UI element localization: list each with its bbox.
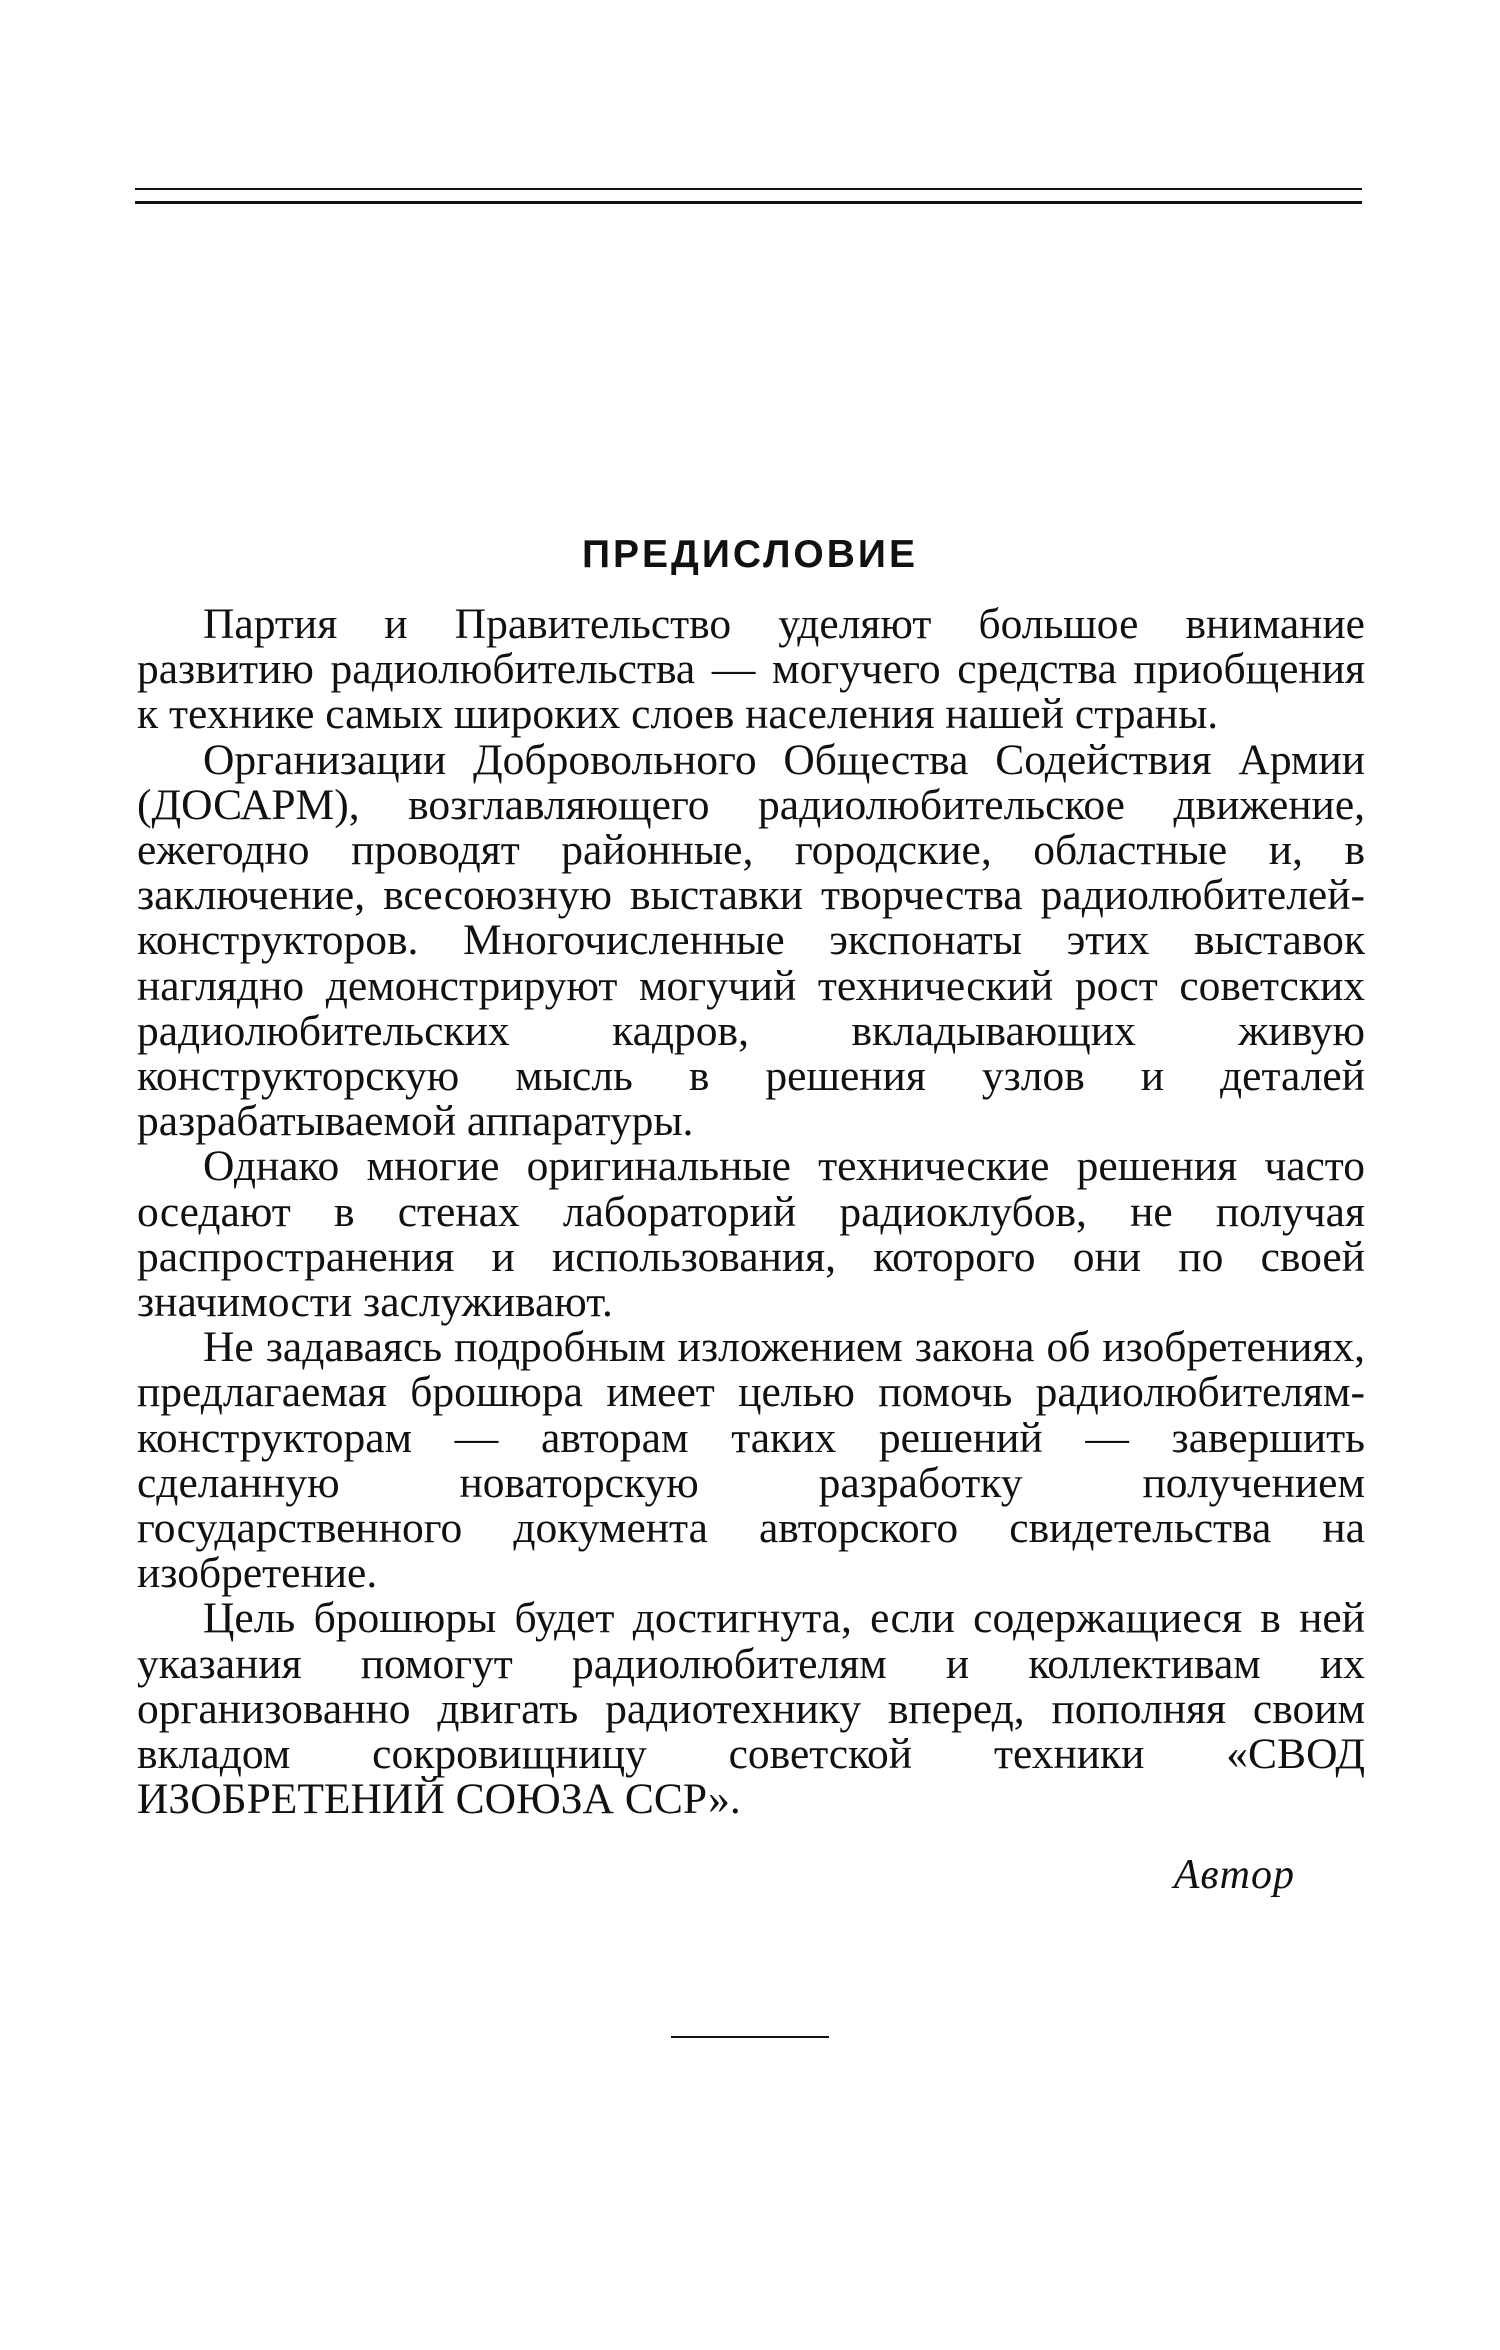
page-title: ПРЕДИСЛОВИЕ [582,533,918,576]
paragraph-1: Партия и Правительство уделяют большое внимание развитию радиолюбительства — могучего средства приобщения к технике самых широких слоев населения нашей страны. [137,600,1365,739]
paragraph-3: Однако многие оригинальные технические решения часто оседают в стенах лабораторий радиоклубов, не получая распространения и использования, которого они по своей значимости заслуживают. [137,1142,1365,1327]
paragraph-4: Не задаваясь подробным изложением закона об изобретениях, предлагаемая брошюра имеет целью помочь радиолюбителям-конструкторам — авторам таких решений — завершить сделанную новаторскую разработку получением государственного документа авторского свидетельства на изобретение. [137,1323,1365,1598]
top-rule-thin [135,188,1362,190]
bottom-rule [671,2036,829,2038]
top-rule-thick [135,201,1362,204]
author-signature: Автор [1173,1852,1295,1898]
paragraph-2: Организации Добровольного Общества Содействия Армии (ДОСАРМ), возглавляющего радиолюбительское движение, ежегодно проводят районные, городские, областные и, в заключение, всесоюзную выставки творчества радиолюбителей-конструкторов. Многочисленные экспонаты этих выставок наглядно демонстрируют могучий технический рост советских радиолюбительских кадров, вкладывающих живую конструкторскую мысль в решения узлов и деталей разрабатываемой аппаратуры. [137,735,1365,1146]
paragraph-5: Цель брошюры будет достигнута, если содержащиеся в ней указания помогут радиолюбителям и коллективам их организованно двигать радиотехнику вперед, пополняя своим вкладом сокровищницу советской техники «СВОД ИЗОБРЕТЕНИЙ СОЮЗА ССР». [137,1594,1365,1824]
preface-body [137,602,1365,1822]
